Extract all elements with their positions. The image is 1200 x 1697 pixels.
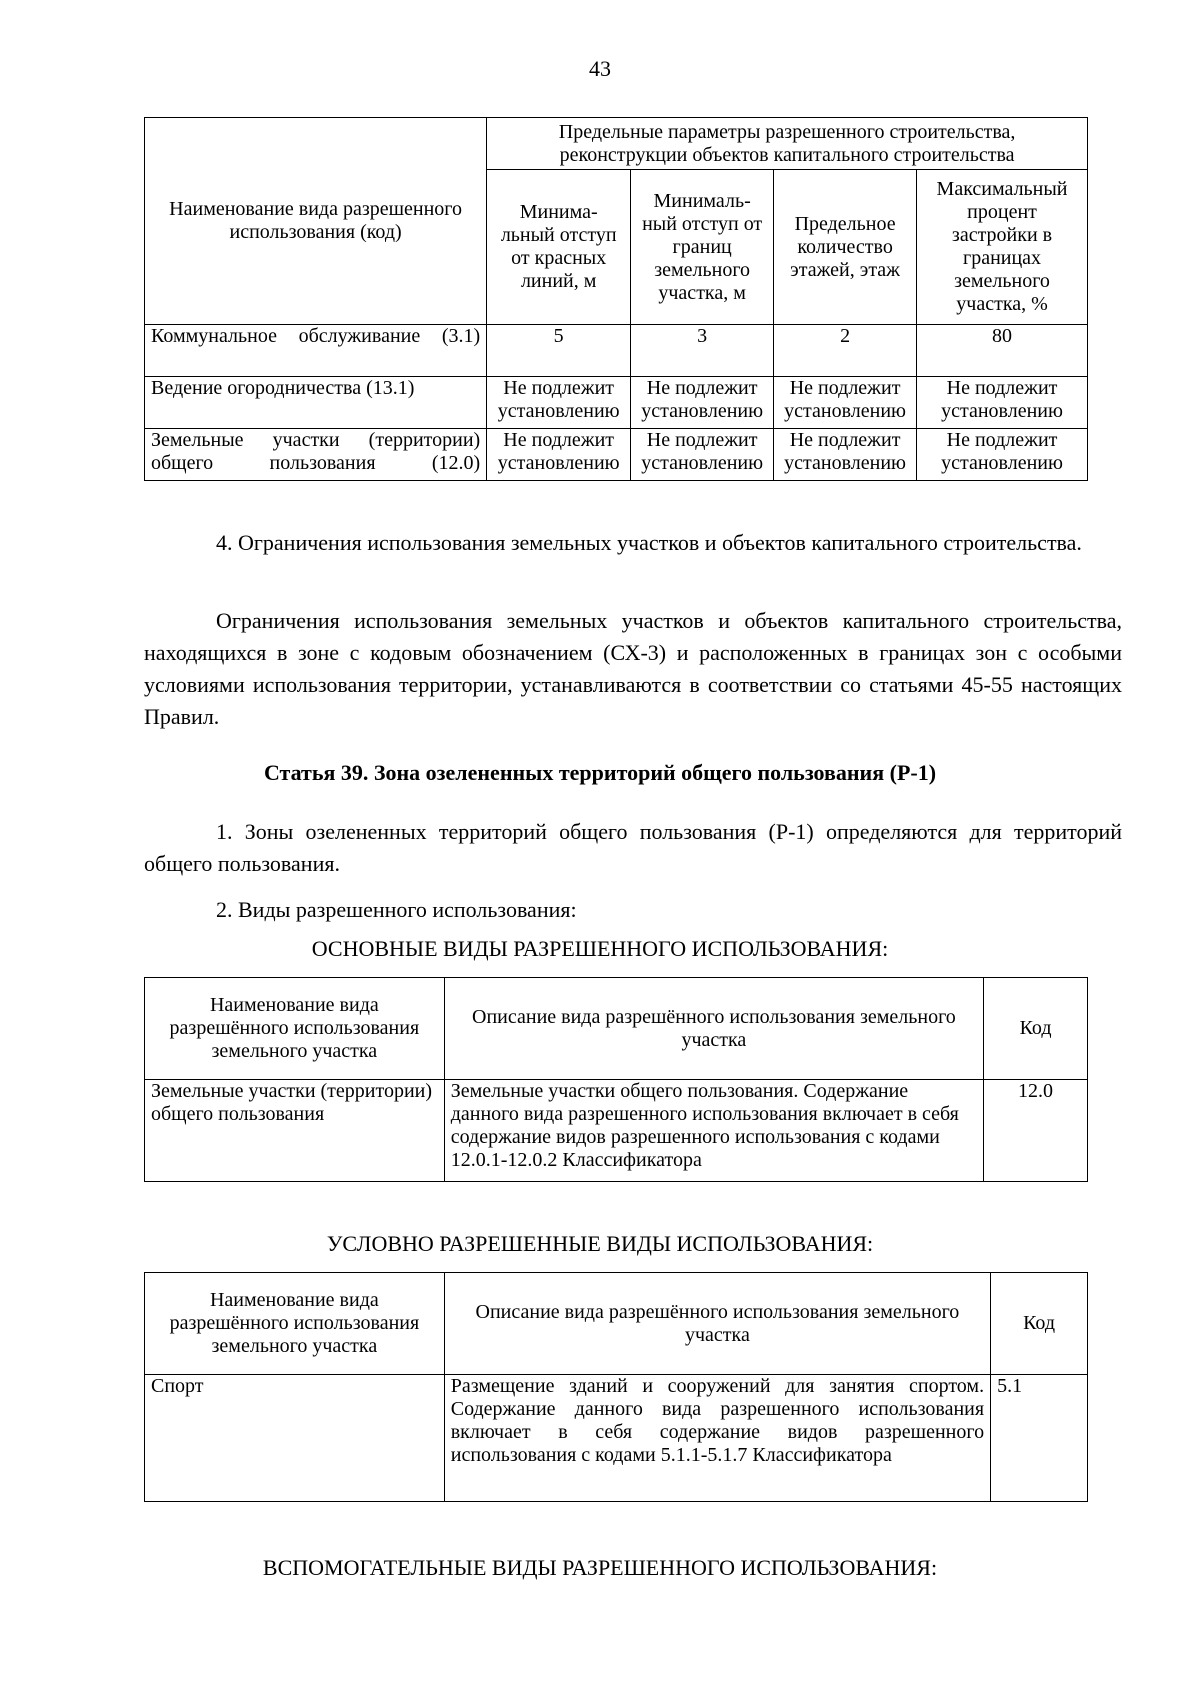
row-name: Земельные участки (территории) общего пользования (12.0) [145, 429, 487, 481]
paragraph-1: 1. Зоны озелененных территорий общего пользования (Р-1) определяются для территорий общего пользования. [144, 819, 1122, 876]
header-col3: Предельное количество этажей, этаж [774, 170, 917, 325]
cell-value: 3 [631, 325, 774, 377]
main-uses-table [144, 977, 1088, 1182]
cell-value: Не подлежит установлению [487, 429, 631, 481]
conditional-uses-table [144, 1272, 1088, 1502]
row-name: Спорт [145, 1375, 445, 1502]
main-uses-header: ОСНОВНЫЕ ВИДЫ РАЗРЕШЕННОГО ИСПОЛЬЗОВАНИЯ: [311, 936, 889, 961]
row-code: 12.0 [984, 1080, 1088, 1182]
row-description: Размещение зданий и сооружений для занятия спортом. Содержание данного вида разрешенного использования включает в себя содержание видов разрешенного использования с кодами 5.1.1-5.1.7 Классификатора [444, 1375, 990, 1502]
header-col2: Минималь-ный отступ от границ земельного участка, м [631, 170, 774, 325]
page-number: 43 [589, 56, 611, 81]
row-code: 5.1 [991, 1375, 1088, 1502]
paragraph-restrictions: Ограничения использования земельных участков и объектов капитального строительства, находящихся в зоне с кодовым обозначением (СХ-3) и расположенных в границах зон с особыми условиями использования территории, устанавливаются в соответствии со статьями 45-55 настоящих Правил. [144, 608, 1122, 729]
cell-value: 80 [917, 325, 1088, 377]
table-row [145, 377, 1088, 429]
paragraph-4: 4. Ограничения использования земельных участков и объектов капитального строительства. [216, 530, 1082, 555]
row-description: Земельные участки общего пользования. Содержание данного вида разрешенного использования включает в себя содержание видов разрешенного использования с кодами 12.0.1-12.0.2 Классификатора [444, 1080, 983, 1182]
header-col1: Минима-льный отступ от красных линий, м [487, 170, 631, 325]
cell-value: 2 [774, 325, 917, 377]
table-row [145, 429, 1088, 481]
cell-value: Не подлежит установлению [774, 377, 917, 429]
conditional-uses-header: УСЛОВНО РАЗРЕШЕННЫЕ ВИДЫ ИСПОЛЬЗОВАНИЯ: [326, 1231, 874, 1256]
header-params: Предельные параметры разрешенного строительства, реконструкции объектов капитального строительства [487, 118, 1088, 170]
table-row [145, 1375, 1088, 1502]
article-title: Статья 39. Зона озелененных территорий общего пользования (Р-1) [263, 760, 937, 785]
cell-value: Не подлежит установлению [631, 377, 774, 429]
header-code: Код [991, 1273, 1088, 1375]
parameters-table [144, 117, 1088, 481]
cell-value: Не подлежит установлению [917, 429, 1088, 481]
table-row [145, 325, 1088, 377]
header-name: Наименование вида разрешённого использования земельного участка [145, 978, 445, 1080]
cell-value: 5 [487, 325, 631, 377]
header-description: Описание вида разрешённого использования земельного участка [444, 978, 983, 1080]
header-description: Описание вида разрешённого использования земельного участка [444, 1273, 990, 1375]
row-name: Земельные участки (территории) общего пользования [145, 1080, 445, 1182]
cell-value: Не подлежит установлению [917, 377, 1088, 429]
cell-value: Не подлежит установлению [487, 377, 631, 429]
cell-value: Не подлежит установлению [774, 429, 917, 481]
row-name: Ведение огородничества (13.1) [145, 377, 487, 429]
header-name: Наименование вида разрешенного использования (код) [145, 118, 487, 325]
auxiliary-uses-header: ВСПОМОГАТЕЛЬНЫЕ ВИДЫ РАЗРЕШЕННОГО ИСПОЛЬЗОВАНИЯ: [262, 1555, 938, 1580]
row-name: Коммунальное обслуживание (3.1) [145, 325, 487, 377]
cell-value: Не подлежит установлению [631, 429, 774, 481]
paragraph-2: 2. Виды разрешенного использования: [216, 897, 577, 922]
header-code: Код [984, 978, 1088, 1080]
header-name: Наименование вида разрешённого использования земельного участка [145, 1273, 445, 1375]
header-col4: Максимальный процент застройки в границах земельного участка, % [917, 170, 1088, 325]
table-row [145, 1080, 1088, 1182]
